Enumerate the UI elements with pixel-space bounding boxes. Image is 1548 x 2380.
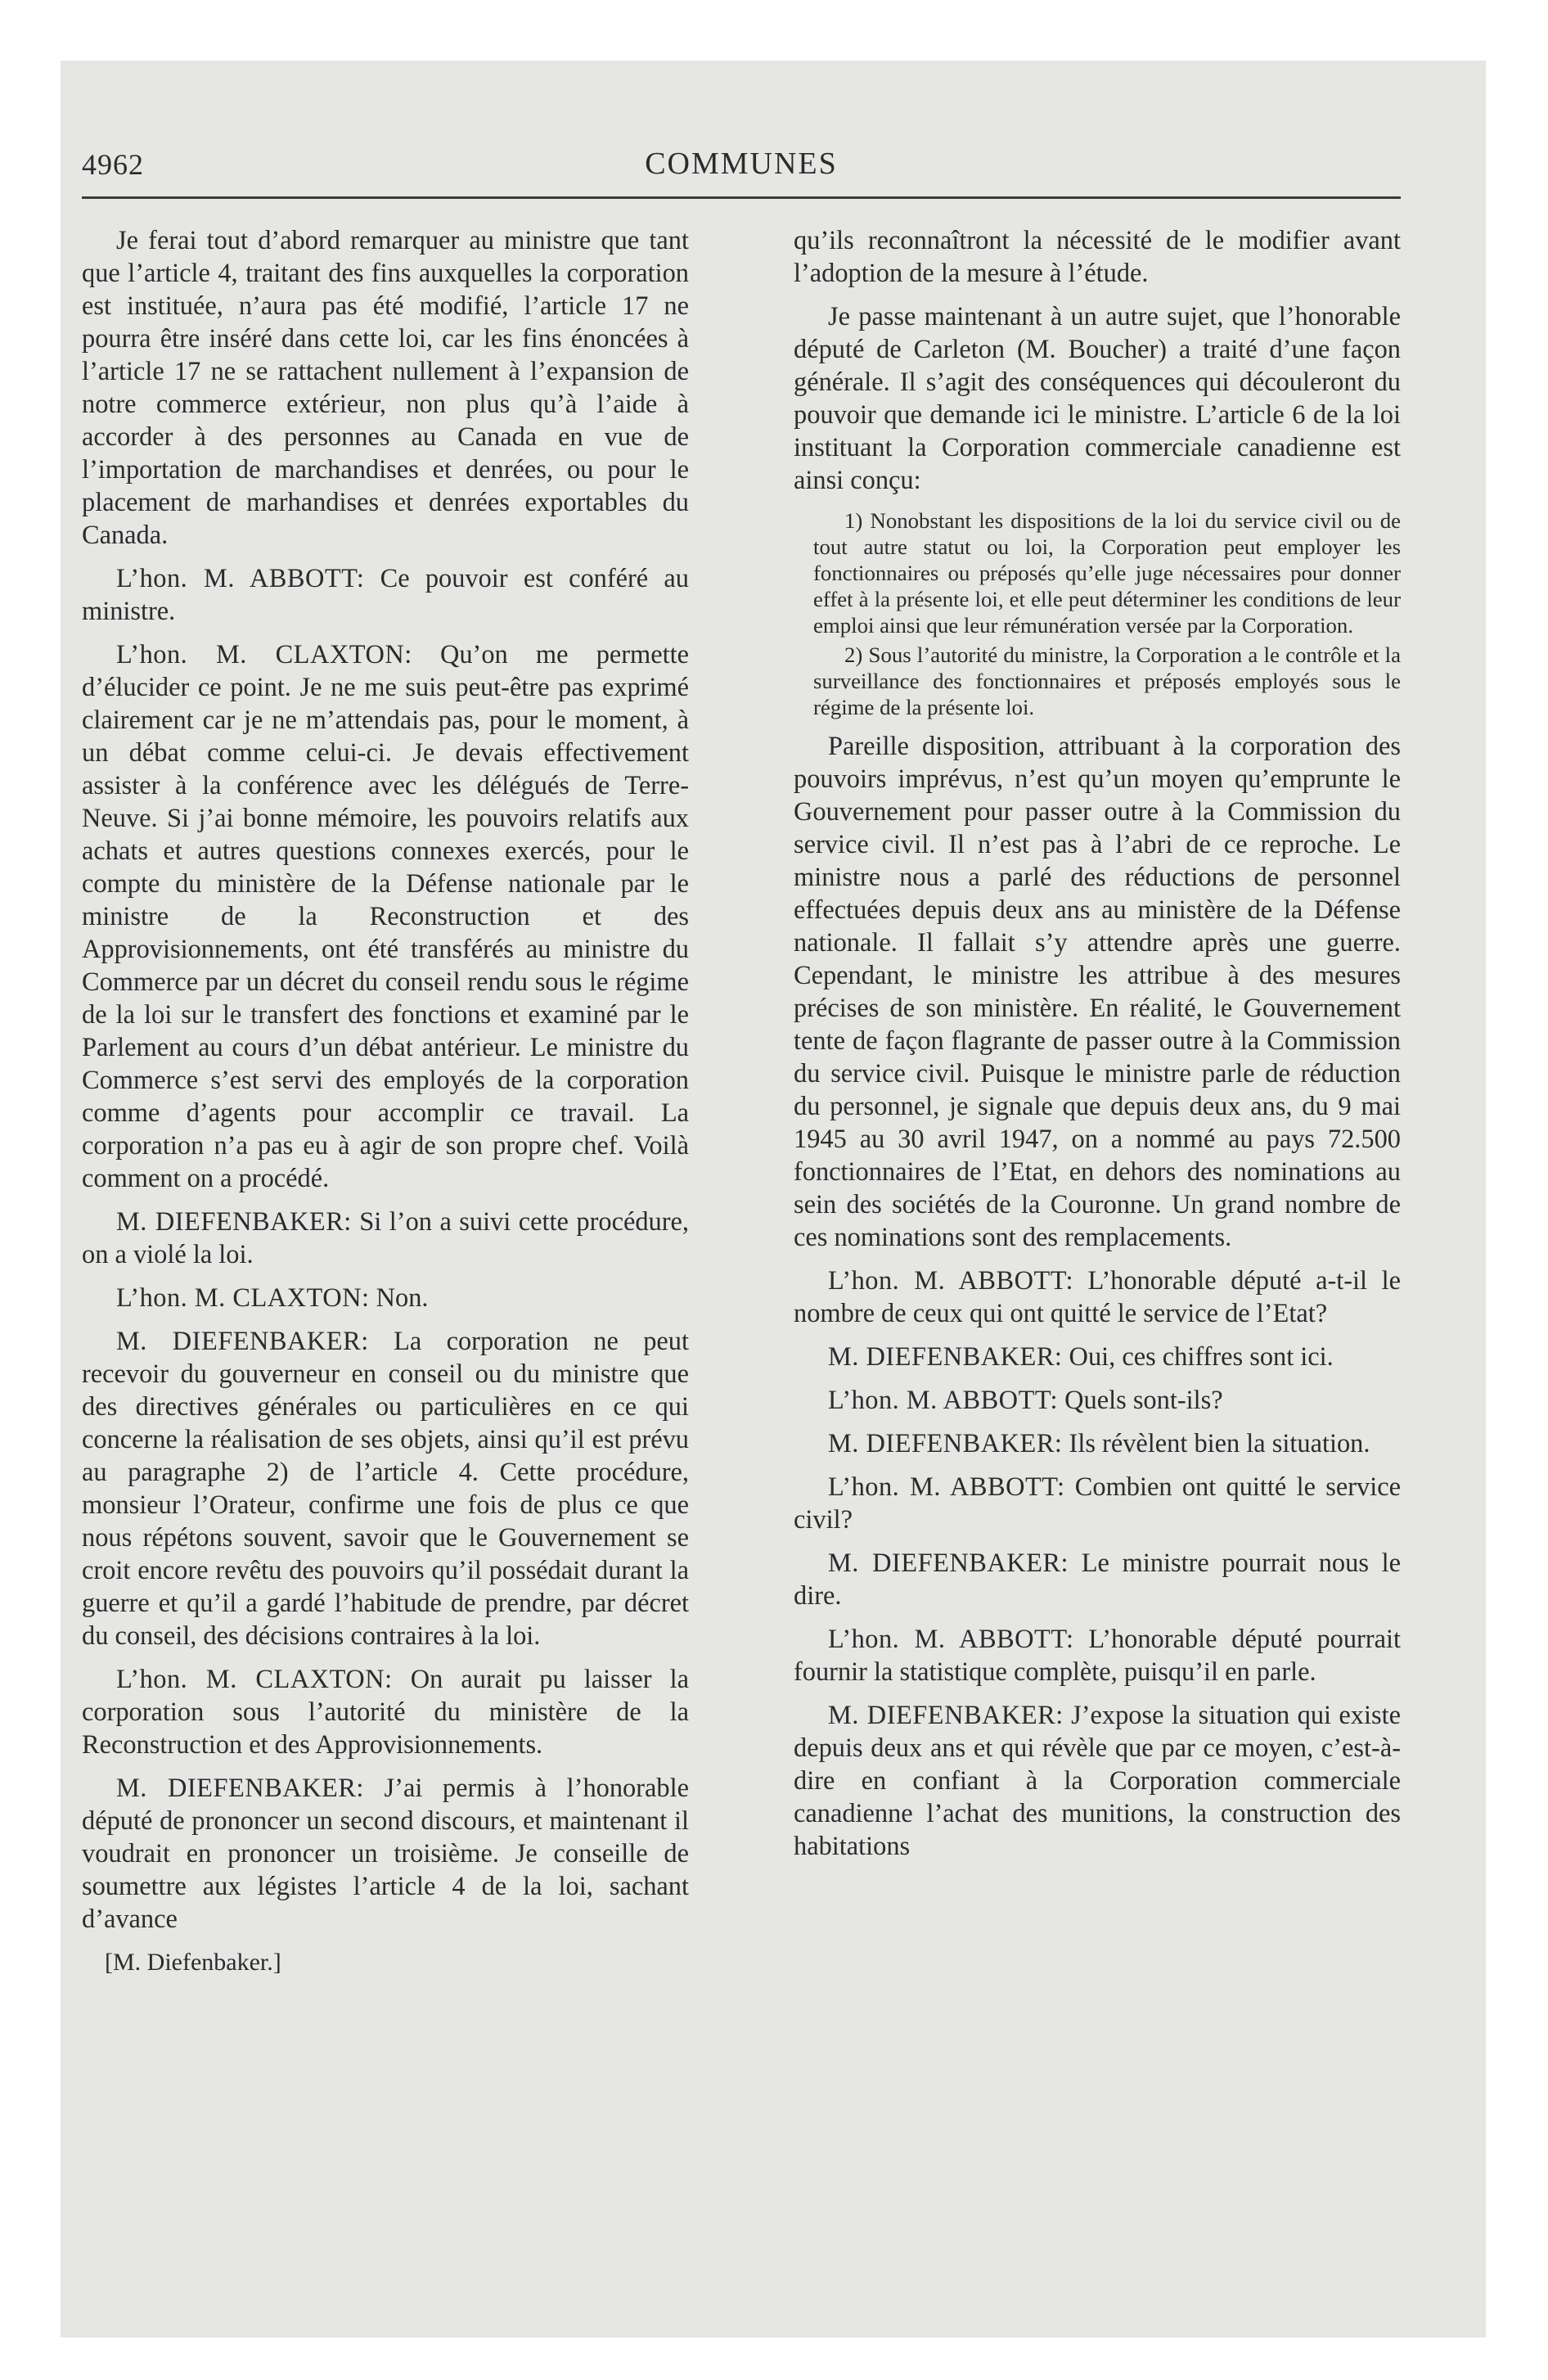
- paragraph-text: Je ferai tout d’abord remarquer au ministre que tant que l’article 4, traitant des fins auxquelles la corporation est instituée, n’aura pas été modifié, l’article 17 ne pourra être inséré dans cette loi, car les fins énoncées à l’article 17 ne se rattachent nullement à l’expansion de notre commerce extérieur, non plus qu’à l’aide à accorder à des personnes au Canada en vue de l’importation de marchandises et denrées, ou pour le placement de marhandises et denrées exportables du Canada.: [82, 226, 689, 550]
- speaker-name: L’hon. M. ABBOTT:: [828, 1472, 1065, 1502]
- paragraph-text: Si l’on a suivi cette procédure, on a violé la loi.: [82, 1207, 689, 1269]
- paragraph-text: Oui, ces chiffres sont ici.: [1069, 1342, 1334, 1372]
- paragraph-text: On aurait pu laisser la corporation sous l’autorité du ministère de la Reconstruction et des Approvisionnements.: [82, 1665, 689, 1760]
- speaker-name: L’hon. M. CLAXTON:: [116, 1665, 393, 1694]
- paragraph-text: J’expose la situation qui existe depuis deux ans et qui révèle que par ce moyen, c’est-à-dire en confiant à la Corporation commerciale canadienne l’achat des munitions, la construction des habitations: [794, 1701, 1401, 1861]
- paragraph-text: Non.: [376, 1283, 429, 1313]
- paragraph-text: Ils révèlent bien la situation.: [1069, 1429, 1370, 1458]
- paragraph: [82, 1325, 689, 1652]
- paragraph: [82, 1772, 689, 1936]
- speaker-name: L’hon. M. ABBOTT:: [828, 1266, 1073, 1296]
- speaker-name: M. DIEFENBAKER:: [116, 1207, 352, 1237]
- paragraph: [794, 1471, 1401, 1536]
- paragraph-text: Je passe maintenant à un autre sujet, que l’honorable député de Carleton (M. Boucher) a traité d’une façon générale. Il s’agit des conséquences qui découleront du pouvoir que demande ici le ministre. L’article 6 de la loi instituant la Corporation commerciale canadienne est ainsi conçu:: [794, 302, 1401, 495]
- document-page: [82, 139, 1401, 2218]
- speaker-name: M. DIEFENBAKER:: [828, 1342, 1063, 1372]
- speaker-name: L’hon. M. CLAXTON:: [116, 1283, 370, 1313]
- paragraph: [794, 1427, 1401, 1460]
- paragraph: [82, 1282, 689, 1314]
- paragraph: [794, 224, 1401, 290]
- paragraph: [794, 1341, 1401, 1373]
- paragraph-text: L’honorable député pourrait fournir la statistique complète, puisqu’il en parle.: [794, 1625, 1401, 1687]
- paragraph: [794, 1699, 1401, 1863]
- paragraph: [794, 730, 1401, 1254]
- paragraph: [82, 1663, 689, 1761]
- paragraph: [794, 1623, 1401, 1688]
- speaker-signoff: [M. Diefenbaker.]: [105, 1949, 281, 1976]
- paragraph-text: qu’ils reconnaîtront la nécessité de le modifier avant l’adoption de la mesure à l’étude.: [794, 226, 1401, 288]
- paragraph-text: La corporation ne peut recevoir du gouverneur en conseil ou du ministre que des directives générales ou particulières en ce qui concerne la réalisation de ses objets, ainsi qu’il est prévu au paragraphe 2) de l’article 4. Cette procédure, monsieur l’Orateur, confirme une fois de plus ce que nous répétons souvent, savoir que le Gouvernement se croit encore revêtu des pouvoirs qu’il possédait durant la guerre et qu’il a gardé l’habitude de prendre, par décret du conseil, des décisions contraires à la loi.: [82, 1327, 689, 1651]
- paragraph-text: Qu’on me permette d’élucider ce point. Je ne me suis peut-être pas exprimé clairement car je ne m’attendais pas, pour le moment, à un débat comme celui-ci. Je devais effectivement assister à la conférence avec les délégués de Terre-Neuve. Si j’ai bonne mémoire, les pouvoirs relatifs aux achats et autres questions connexes exercés, pour le compte du ministère de la Défense nationale par le ministre de la Reconstruction et des Approvisionnements, ont été transférés au ministre du Commerce par un décret du conseil rendu sous le régime de la loi sur le transfert des fonctions et examiné par le Parlement au cours d’un débat antérieur. Le ministre du Commerce s’est servi des employés de la corporation comme d’agents pour accomplir ce travail. La corporation n’a pas eu à agir de son propre chef. Voilà comment on a procédé.: [82, 640, 689, 1193]
- speaker-name: M. DIEFENBAKER:: [116, 1327, 369, 1356]
- speaker-name: M. DIEFENBAKER:: [828, 1548, 1069, 1578]
- paragraph: [82, 562, 689, 628]
- paragraph-text: Combien ont quitté le service civil?: [794, 1472, 1401, 1535]
- page-number: 4962: [82, 148, 144, 181]
- right-column: [794, 224, 1401, 1873]
- speaker-name: M. DIEFENBAKER:: [828, 1701, 1064, 1730]
- quoted-paragraph: 1) Nonobstant les dispositions de la loi du service civil ou de tout autre statut ou loi, la Corporation peut employer les fonctionnaires ou préposés qu’elle juge nécessaires pour donner effet à la présente loi, et elle peut déterminer les conditions de leur emploi ainsi que leur rémunération versée par la Corporation.: [813, 508, 1401, 638]
- speaker-name: L’hon. M. CLAXTON:: [116, 640, 412, 669]
- speaker-name: L’hon. M. ABBOTT:: [828, 1386, 1059, 1415]
- paragraph: [794, 1264, 1401, 1330]
- left-column: [82, 224, 689, 1979]
- paragraph-text: Quels sont-ils?: [1064, 1386, 1223, 1415]
- paragraph-text: Pareille disposition, attribuant à la corporation des pouvoirs imprévus, n’est qu’un moyen qu’emprunte le Gouvernement pour passer outre à la Commission du service civil. Il n’est pas à l’abri de ce reproche. Le ministre nous a parlé des réductions de personnel effectuées depuis deux ans au ministère de la Défense nationale. Il fallait s’y attendre après une guerre. Cependant, le ministre les attribue à des mesures précises de son ministère. En réalité, le Gouvernement tente de façon flagrante de passer outre à la Commission du service civil. Puisque le ministre parle de réduction du personnel, je signale que depuis deux ans, du 9 mai 1945 au 30 avril 1947, on a nommé au pays 72.500 fonctionnaires de l’Etat, en dehors des nominations au sein des sociétés de la Couronne. Un grand nombre de ces nominations sont des remplacements.: [794, 732, 1401, 1252]
- speaker-name: L’hon. M. ABBOTT:: [116, 564, 365, 593]
- paragraph-text: J’ai permis à l’honorable député de prononcer un second discours, et maintenant il voudrait en prononcer un troisième. Je conseille de soumettre aux légistes l’article 4 de la loi, sachant d’avance: [82, 1774, 689, 1934]
- paragraph: [794, 1547, 1401, 1612]
- quoted-paragraph: 2) Sous l’autorité du ministre, la Corporation a le contrôle et la surveillance des fonctionnaires et préposés employés sous le régime de la présente loi.: [813, 642, 1401, 719]
- speaker-name: L’hon. M. ABBOTT:: [828, 1625, 1074, 1654]
- speaker-name: M. DIEFENBAKER:: [116, 1774, 364, 1803]
- page-header: [82, 139, 1401, 199]
- paragraph-text: Ce pouvoir est conféré au ministre.: [82, 564, 689, 626]
- speaker-name: M. DIEFENBAKER:: [828, 1429, 1063, 1458]
- quoted-article: [794, 507, 1401, 720]
- running-head: COMMUNES: [645, 146, 838, 181]
- paragraph-text: Le ministre pourrait nous le dire.: [794, 1548, 1402, 1611]
- paragraph: [82, 638, 689, 1195]
- paragraph: [794, 1384, 1401, 1417]
- paragraph-text: L’honorable député a-t-il le nombre de ceux qui ont quitté le service de l’Etat?: [794, 1266, 1401, 1328]
- paragraph: [82, 1206, 689, 1271]
- paragraph: [794, 300, 1401, 497]
- paragraph: [82, 224, 689, 552]
